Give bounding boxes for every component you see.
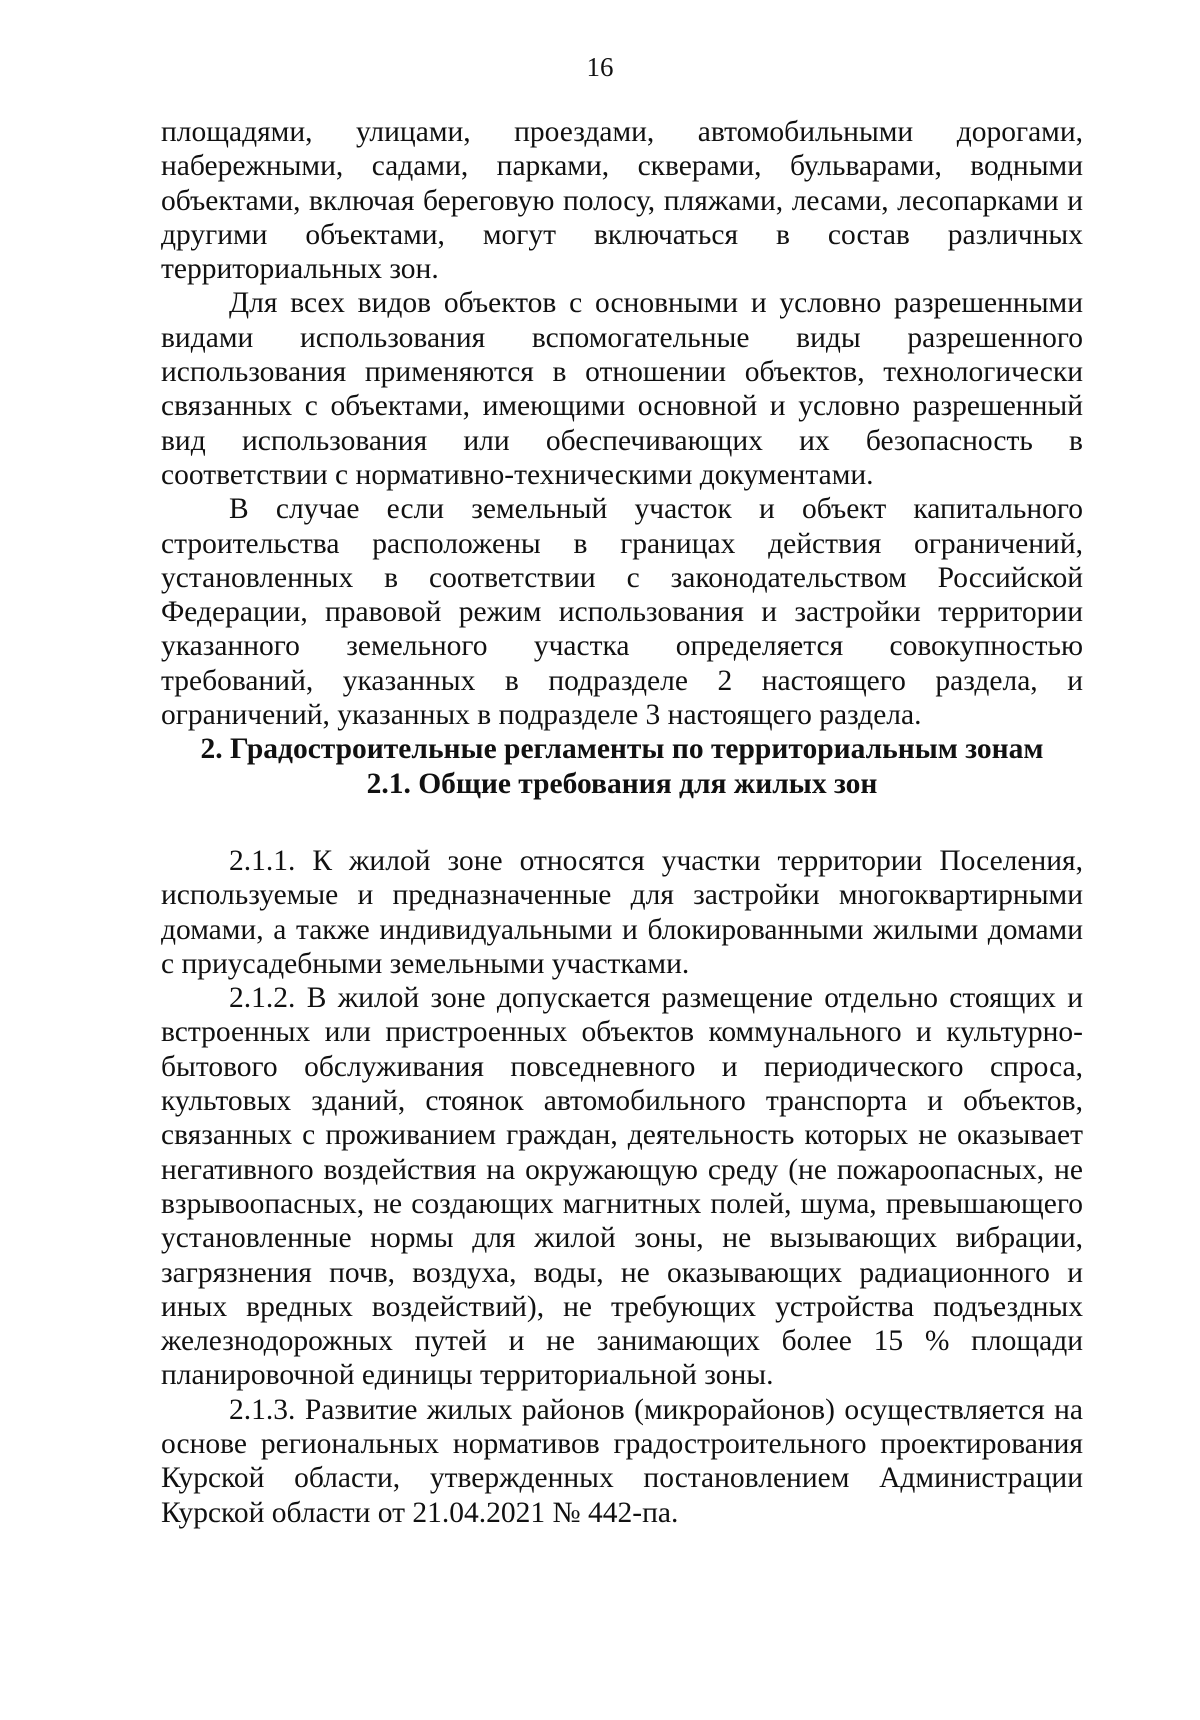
page-number: 16 xyxy=(586,52,614,82)
section-heading-2-1: 2.1. Общие требования для жилых зон xyxy=(366,767,878,800)
paragraph-restrictions: В случае если земельный участок и объект капитального строительства расположены в границах действия ограничений, установленных в соответствии с законодательством Российской Федерации, правовой режим использования и застройки территории указанного земельного участка определяется совокупностью требований, указанных в подразделе 2 настоящего раздела, и ограничений, указанных в подразделе 3 настоящего раздела. xyxy=(161,493,1083,732)
document-body xyxy=(161,115,1083,1530)
paragraph-continuation: площадями, улицами, проездами, автомобильными дорогами, набережными, садами, парками, скверами, бульварами, водными объектами, включая береговую полосу, пляжами, лесами, лесопарками и другими объектами, могут включаться в состав различных территориальных зон. xyxy=(161,116,1083,286)
clause-2-1-1: 2.1.1. К жилой зоне относятся участки территории Поселения, используемые и предназначенные для застройки многоквартирными домами, а также индивидуальными и блокированными жилыми домами с приусадебными земельными участками. xyxy=(161,844,1083,980)
section-heading-2: 2. Градостроительные регламенты по территориальным зонам xyxy=(200,733,1044,766)
clause-2-1-3: 2.1.3. Развитие жилых районов (микрорайонов) осуществляется на основе региональных нормативов градостроительного проектирования Курской области, утвержденных постановлением Администрации Курской области от 21.04.2021 № 442-па. xyxy=(161,1393,1083,1529)
paragraph-auxiliary-uses: Для всех видов объектов с основными и условно разрешенными видами использования вспомогательные виды разрешенного использования применяются в отношении объектов, технологически связанных с объектами, имеющими основной и условно разрешенный вид использования или обеспечивающих их безопасность в соответствии с нормативно-техническими документами. xyxy=(161,287,1083,491)
clause-2-1-2: 2.1.2. В жилой зоне допускается размещение отдельно стоящих и встроенных или пристроенных объектов коммунального и культурно-бытового обслуживания повседневного и периодического спроса, культовых зданий, стоянок автомобильного транспорта и объектов, связанных с проживанием граждан, деятельность которых не оказывает негативного воздействия на окружающую среду (не пожароопасных, не взрывоопасных, не создающих магнитных полей, шума, превышающего установленные нормы для жилой зоны, не вызывающих вибрации, загрязнения почв, воздуха, воды, не оказывающих радиационного и иных вредных воздействий), не требующих устройства подъездных железнодорожных путей и не занимающих более 15 % площади планировочной единицы территориальной зоны. xyxy=(161,982,1083,1392)
